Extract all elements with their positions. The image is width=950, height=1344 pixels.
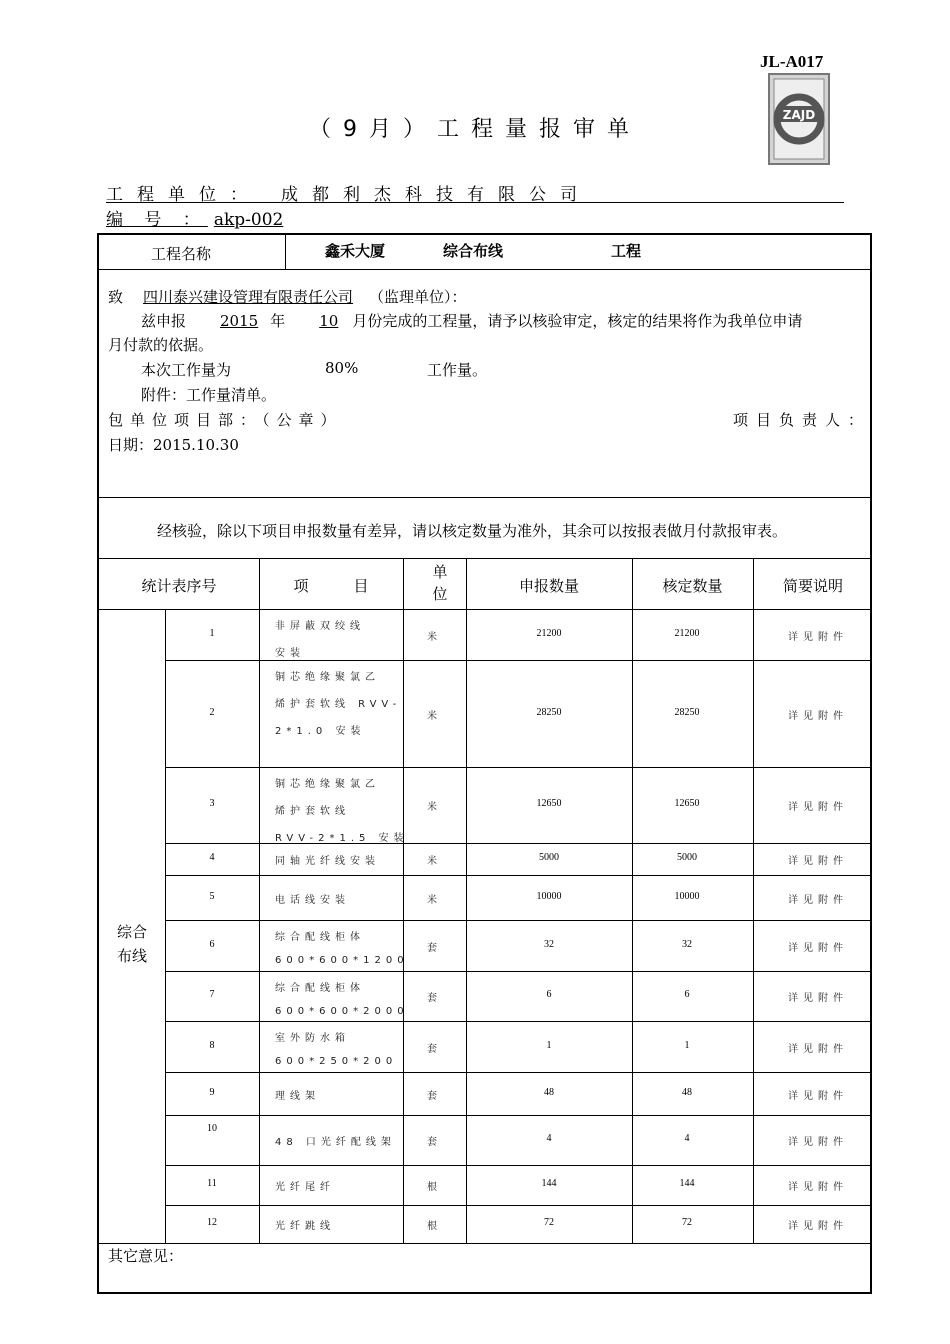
row-divider <box>165 1021 870 1022</box>
attachment-note: 附件：工作量清单。 <box>141 386 277 404</box>
number-label: 编 号 ： <box>106 210 208 230</box>
row-declared: 1 <box>546 1039 552 1051</box>
row-note: 详见附件 <box>788 1221 848 1232</box>
row-item-line: 理线架 <box>275 1090 320 1102</box>
row-unit: 米 <box>427 856 442 867</box>
row-divider <box>165 660 870 661</box>
project-suffix: 工程 <box>611 242 642 260</box>
row-approved: 72 <box>682 1217 692 1228</box>
row-number: 11 <box>207 1178 217 1189</box>
row-approved: 48 <box>682 1086 692 1098</box>
project-name-label: 工程名称 <box>151 245 212 263</box>
header-seq: 统计表序号 <box>141 577 217 595</box>
document-code: JL-A017 <box>760 52 824 71</box>
row-item-line: 同轴光纤线安装 <box>275 856 380 867</box>
row-item-line: 2*1.0 安装 <box>275 726 366 737</box>
row-approved: 1 <box>684 1039 690 1051</box>
header-unit: 单位 <box>432 563 448 603</box>
row-item-line: 烯护套软线 <box>275 806 350 817</box>
row-note: 详见附件 <box>788 1043 848 1055</box>
row-divider <box>165 767 870 768</box>
row-item-line: 非屏蔽双绞线 <box>275 621 365 632</box>
row-note: 详见附件 <box>788 942 848 954</box>
row-unit: 套 <box>427 1137 442 1148</box>
row-number: 8 <box>209 1039 215 1051</box>
row-declared: 21200 <box>536 627 562 639</box>
row-unit: 套 <box>427 1090 442 1102</box>
to-line <box>108 286 467 307</box>
logo-text: ZAJD <box>782 108 816 122</box>
row-note: 详见附件 <box>788 856 848 867</box>
header-declared: 申报数量 <box>518 577 579 595</box>
row-number: 9 <box>209 1086 215 1098</box>
contractor-line <box>106 180 844 203</box>
manager-label: 项目负责人： <box>733 411 872 429</box>
row-declared: 12650 <box>536 798 562 809</box>
report-prefix: 兹申报 <box>141 312 187 330</box>
row-number: 1 <box>209 627 215 639</box>
row-note: 详见附件 <box>788 1182 848 1193</box>
contractor-label: 工程单位： <box>106 185 261 205</box>
row-number: 3 <box>209 798 215 809</box>
row-note: 详见附件 <box>788 894 848 906</box>
row-item-line: 室外防水箱 <box>275 1033 350 1044</box>
row-approved: 6 <box>684 989 690 1000</box>
row-approved: 144 <box>679 1178 695 1189</box>
row-approved: 32 <box>682 938 692 950</box>
row-approved: 12650 <box>674 798 700 809</box>
row-item-line: 电话线安装 <box>275 894 350 906</box>
row-number: 12 <box>207 1217 217 1228</box>
row-number: 10 <box>207 1123 217 1134</box>
contractor-value: 成都利杰科技有限公司 <box>281 185 591 205</box>
row-unit: 米 <box>427 631 442 643</box>
row-unit: 根 <box>427 1182 442 1193</box>
row-item-line: 综合配线柜体 <box>275 983 365 994</box>
row-divider <box>165 843 870 844</box>
row-unit: 根 <box>427 1221 442 1232</box>
page-title: （9月）工程量报审单 <box>309 117 641 142</box>
project-name: 鑫禾大厦 <box>325 242 386 260</box>
row-item-line: 铜芯绝缘聚氯乙 <box>275 672 380 683</box>
row-number: 2 <box>209 706 215 718</box>
row-divider <box>165 920 870 921</box>
workload-value: 80% <box>325 359 359 377</box>
year-label: 年 <box>270 312 286 330</box>
row-unit: 米 <box>427 802 442 813</box>
to-prefix: 致 <box>108 288 124 306</box>
row-item-line: 铜芯绝缘聚氯乙 <box>275 779 380 790</box>
row-number: 5 <box>209 890 215 902</box>
to-suffix: （监理单位）： <box>369 288 467 306</box>
row-divider <box>165 1115 870 1116</box>
row-declared: 48 <box>544 1086 554 1098</box>
category-label: 综合布线 <box>117 923 148 965</box>
row-unit: 套 <box>427 942 442 954</box>
report-month: 10 <box>319 312 339 330</box>
row-divider <box>165 875 870 876</box>
report-date: 日期：2015.10.30 <box>108 436 239 454</box>
project-scope: 综合布线 <box>443 242 504 260</box>
number-line <box>106 205 284 230</box>
row-divider <box>165 1165 870 1166</box>
row-declared: 28250 <box>536 706 562 718</box>
row-approved: 4 <box>684 1133 690 1144</box>
row-approved: 21200 <box>674 627 700 639</box>
row-number: 4 <box>209 852 215 863</box>
review-text: 经核验，除以下项目申报数量有差异，请以核定数量为准外，其余可以按报表做月付款报审表。 <box>157 522 788 540</box>
row-number: 6 <box>209 938 215 950</box>
row-divider <box>165 1072 870 1073</box>
row-unit: 米 <box>427 894 442 906</box>
row-unit: 套 <box>427 993 442 1004</box>
row-item-line: 光纤跳线 <box>275 1221 335 1232</box>
row-item-line: 600*600*1200 <box>275 955 409 966</box>
row-approved: 5000 <box>677 852 697 863</box>
row-note: 详见附件 <box>788 710 848 722</box>
row-declared: 32 <box>544 938 554 950</box>
report-year: 2015 <box>220 312 259 330</box>
other-opinion: 其它意见： <box>108 1247 184 1265</box>
row-item-line: 600*600*2000 <box>275 1006 409 1017</box>
dept-label: 包单位项目部：（公章） <box>108 411 343 429</box>
row-declared: 6 <box>546 989 552 1000</box>
report-text: 月份完成的工程量，请予以核验审定，核定的结果将作为我单位申请 <box>352 312 803 330</box>
row-item-line: 烯护套软线 RVV- <box>275 699 402 710</box>
row-declared: 144 <box>541 1178 557 1189</box>
workload-suffix: 工作量。 <box>427 361 488 379</box>
row-approved: 10000 <box>674 890 700 902</box>
number-value: akp-002 <box>213 210 284 230</box>
row-item-line: 600*250*200 <box>275 1056 398 1067</box>
row-note: 详见附件 <box>788 1137 848 1148</box>
row-item-line: 光纤尾纤 <box>275 1182 335 1193</box>
report-text-2: 月付款的依据。 <box>108 336 214 354</box>
row-declared: 4 <box>546 1133 552 1144</box>
header-note: 简要说明 <box>782 577 843 595</box>
row-divider <box>165 1205 870 1206</box>
row-divider <box>165 971 870 972</box>
to-unit: 四川泰兴建设管理有限责任公司 <box>143 288 354 306</box>
row-declared: 10000 <box>536 890 562 902</box>
report-line <box>141 310 802 331</box>
row-item-line: 48 口光纤配线架 <box>275 1137 396 1148</box>
row-item-line: RVV-2*1.5 安装 <box>275 833 409 844</box>
workload-prefix: 本次工作量为 <box>141 361 232 379</box>
row-item-line: 综合配线柜体 <box>275 932 365 943</box>
row-unit: 套 <box>427 1043 442 1055</box>
row-number: 7 <box>209 989 215 1000</box>
row-unit: 米 <box>427 710 442 722</box>
form-table <box>97 233 872 1294</box>
row-declared: 5000 <box>539 852 559 863</box>
row-note: 详见附件 <box>788 802 848 813</box>
row-note: 详见附件 <box>788 1090 848 1102</box>
row-item-line: 安装 <box>275 648 305 659</box>
row-note: 详见附件 <box>788 993 848 1004</box>
row-declared: 72 <box>544 1217 554 1228</box>
row-approved: 28250 <box>674 706 700 718</box>
header-item: 项 目 <box>293 577 369 595</box>
row-note: 详见附件 <box>788 631 848 643</box>
header-approved: 核定数量 <box>662 577 723 595</box>
